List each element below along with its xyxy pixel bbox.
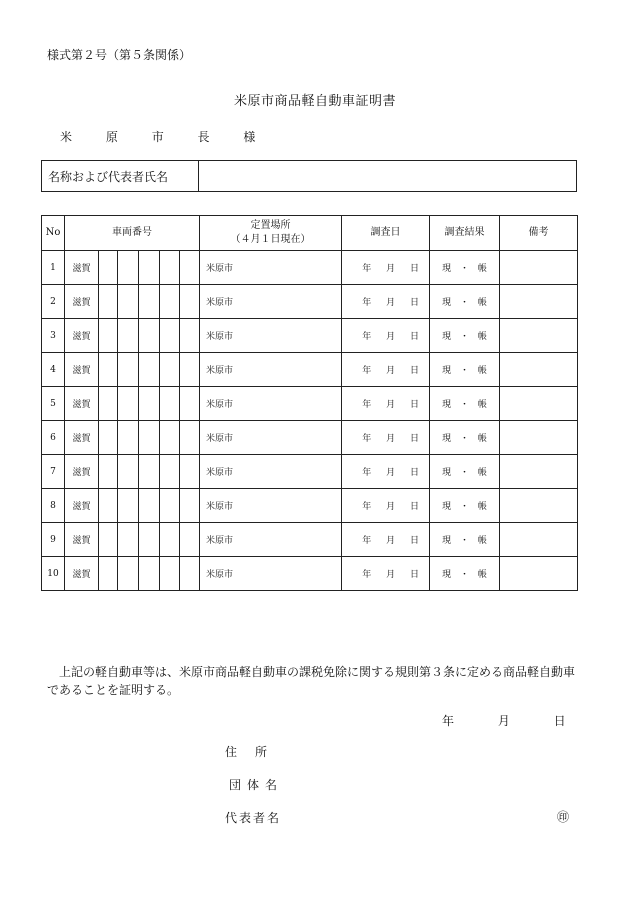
- remarks-cell[interactable]: [500, 251, 578, 285]
- name-representative-field[interactable]: [199, 161, 576, 191]
- plate-prefix: 滋賀: [65, 285, 99, 319]
- plate-box[interactable]: [160, 523, 180, 557]
- location-cell[interactable]: 米原市: [200, 523, 342, 557]
- col-header-survey-date: 調査日: [342, 216, 430, 251]
- addressee-char: 市: [151, 130, 164, 144]
- survey-result-cell[interactable]: 現 ・ 帳: [430, 319, 500, 353]
- plate-prefix: 滋賀: [65, 455, 99, 489]
- plate-box[interactable]: [160, 285, 180, 319]
- location-cell[interactable]: 米原市: [200, 557, 342, 591]
- remarks-cell[interactable]: [500, 421, 578, 455]
- plate-box[interactable]: [180, 319, 200, 353]
- location-cell[interactable]: 米原市: [200, 387, 342, 421]
- table-row: [42, 557, 578, 591]
- row-no: 3: [42, 319, 65, 353]
- plate-box[interactable]: [99, 285, 118, 319]
- location-cell[interactable]: 米原市: [200, 319, 342, 353]
- plate-box[interactable]: [139, 557, 160, 591]
- survey-result-cell[interactable]: 現 ・ 帳: [430, 285, 500, 319]
- plate-box[interactable]: [99, 523, 118, 557]
- row-no: 6: [42, 421, 65, 455]
- plate-box[interactable]: [99, 251, 118, 285]
- seal-mark: ㊞: [557, 810, 570, 824]
- survey-date-cell[interactable]: 年 月 日: [342, 319, 430, 353]
- survey-result-cell[interactable]: 現 ・ 帳: [430, 523, 500, 557]
- table-row: [42, 455, 578, 489]
- row-no: 1: [42, 251, 65, 285]
- row-no: 8: [42, 489, 65, 523]
- plate-box[interactable]: [139, 489, 160, 523]
- address-label: 住所: [225, 745, 286, 759]
- location-header-line2: （４月１日現在）: [230, 234, 311, 245]
- addressee: [60, 128, 269, 145]
- document-title: 米原市商品軽自動車証明書: [233, 94, 396, 109]
- plate-box[interactable]: [139, 251, 160, 285]
- row-no: 4: [42, 353, 65, 387]
- survey-result-cell[interactable]: 現 ・ 帳: [430, 387, 500, 421]
- plate-prefix: 滋賀: [65, 251, 99, 285]
- plate-box[interactable]: [99, 421, 118, 455]
- plate-prefix: 滋賀: [65, 489, 99, 523]
- plate-prefix: 滋賀: [65, 353, 99, 387]
- representative-label: 代表者名: [225, 811, 282, 825]
- plate-box[interactable]: [99, 557, 118, 591]
- table-row: [42, 387, 578, 421]
- survey-date-cell[interactable]: 年 月 日: [342, 523, 430, 557]
- location-cell[interactable]: 米原市: [200, 455, 342, 489]
- plate-box[interactable]: [160, 353, 180, 387]
- location-cell[interactable]: 米原市: [200, 251, 342, 285]
- remarks-cell[interactable]: [500, 489, 578, 523]
- table-header-row: [42, 216, 578, 251]
- col-header-location: [200, 216, 342, 251]
- certification-date: 年 月 日: [442, 714, 566, 728]
- survey-date-cell[interactable]: 年 月 日: [342, 387, 430, 421]
- name-representative-label: 名称および代表者氏名: [42, 161, 199, 191]
- plate-box[interactable]: [180, 251, 200, 285]
- survey-date-cell[interactable]: 年 月 日: [342, 557, 430, 591]
- remarks-cell[interactable]: [500, 455, 578, 489]
- plate-box[interactable]: [118, 319, 139, 353]
- organization-label: 団体名: [229, 778, 284, 792]
- plate-box[interactable]: [118, 455, 139, 489]
- table-row: [42, 285, 578, 319]
- plate-box[interactable]: [118, 523, 139, 557]
- plate-box[interactable]: [118, 421, 139, 455]
- row-no: 9: [42, 523, 65, 557]
- plate-box[interactable]: [160, 557, 180, 591]
- plate-box[interactable]: [139, 387, 160, 421]
- plate-box[interactable]: [180, 421, 200, 455]
- plate-box[interactable]: [118, 285, 139, 319]
- plate-box[interactable]: [180, 523, 200, 557]
- location-header-line1: 定置場所: [250, 220, 291, 231]
- col-header-no: No: [42, 216, 65, 251]
- plate-box[interactable]: [180, 285, 200, 319]
- plate-box[interactable]: [139, 285, 160, 319]
- plate-box[interactable]: [118, 489, 139, 523]
- survey-result-cell[interactable]: 現 ・ 帳: [430, 353, 500, 387]
- remarks-cell[interactable]: [500, 387, 578, 421]
- row-no: 10: [42, 557, 65, 591]
- plate-box[interactable]: [99, 353, 118, 387]
- plate-box[interactable]: [139, 455, 160, 489]
- plate-box[interactable]: [180, 387, 200, 421]
- survey-date-cell[interactable]: 年 月 日: [342, 489, 430, 523]
- addressee-char: 様: [243, 130, 256, 144]
- plate-box[interactable]: [160, 251, 180, 285]
- plate-box[interactable]: [160, 421, 180, 455]
- survey-date-cell[interactable]: 年 月 日: [342, 251, 430, 285]
- plate-box[interactable]: [99, 387, 118, 421]
- survey-result-cell[interactable]: 現 ・ 帳: [430, 421, 500, 455]
- remarks-cell[interactable]: [500, 353, 578, 387]
- row-no: 2: [42, 285, 65, 319]
- table-row: [42, 421, 578, 455]
- survey-date-cell[interactable]: 年 月 日: [342, 285, 430, 319]
- survey-result-cell[interactable]: 現 ・ 帳: [430, 557, 500, 591]
- location-cell[interactable]: 米原市: [200, 285, 342, 319]
- plate-prefix: 滋賀: [65, 387, 99, 421]
- remarks-cell[interactable]: [500, 523, 578, 557]
- plate-box[interactable]: [180, 455, 200, 489]
- plate-box[interactable]: [139, 523, 160, 557]
- survey-result-cell[interactable]: 現 ・ 帳: [430, 489, 500, 523]
- survey-result-cell[interactable]: 現 ・ 帳: [430, 455, 500, 489]
- certification-statement: 上記の軽自動車等は、米原市商品軽自動車の課税免除に関する規則第３条に定める商品軽自動車であることを証明する。: [47, 665, 576, 697]
- row-no: 7: [42, 455, 65, 489]
- plate-box[interactable]: [180, 353, 200, 387]
- plate-box[interactable]: [99, 455, 118, 489]
- remarks-cell[interactable]: [500, 557, 578, 591]
- table-row: [42, 523, 578, 557]
- location-cell[interactable]: 米原市: [200, 489, 342, 523]
- col-header-remarks: 備考: [500, 216, 578, 251]
- addressee-char: 米: [60, 130, 73, 144]
- col-header-vehicle-number: 車両番号: [65, 216, 200, 251]
- plate-box[interactable]: [139, 319, 160, 353]
- plate-box[interactable]: [160, 455, 180, 489]
- plate-prefix: 滋賀: [65, 523, 99, 557]
- plate-box[interactable]: [118, 387, 139, 421]
- location-cell[interactable]: 米原市: [200, 421, 342, 455]
- plate-box[interactable]: [139, 421, 160, 455]
- form-number: 様式第２号（第５条関係）: [47, 48, 192, 62]
- remarks-cell[interactable]: [500, 285, 578, 319]
- plate-box[interactable]: [118, 557, 139, 591]
- survey-date-cell[interactable]: 年 月 日: [342, 421, 430, 455]
- col-header-survey-result: 調査結果: [430, 216, 500, 251]
- plate-box[interactable]: [99, 319, 118, 353]
- plate-box[interactable]: [180, 557, 200, 591]
- survey-result-cell[interactable]: 現 ・ 帳: [430, 251, 500, 285]
- table-row: [42, 353, 578, 387]
- plate-prefix: 滋賀: [65, 557, 99, 591]
- row-no: 5: [42, 387, 65, 421]
- plate-box[interactable]: [180, 489, 200, 523]
- remarks-cell[interactable]: [500, 319, 578, 353]
- table-row: [42, 251, 578, 285]
- plate-box[interactable]: [118, 353, 139, 387]
- plate-box[interactable]: [99, 489, 118, 523]
- addressee-char: 原: [105, 130, 118, 144]
- plate-box[interactable]: [118, 251, 139, 285]
- table-row: [42, 319, 578, 353]
- plate-box[interactable]: [160, 387, 180, 421]
- plate-box[interactable]: [139, 353, 160, 387]
- plate-prefix: 滋賀: [65, 421, 99, 455]
- location-cell[interactable]: 米原市: [200, 353, 342, 387]
- addressee-char: 長: [197, 130, 210, 144]
- plate-box[interactable]: [160, 489, 180, 523]
- plate-box[interactable]: [160, 319, 180, 353]
- plate-prefix: 滋賀: [65, 319, 99, 353]
- table-row: [42, 489, 578, 523]
- name-representative-box: [41, 160, 577, 192]
- vehicle-table: [41, 215, 578, 591]
- survey-date-cell[interactable]: 年 月 日: [342, 455, 430, 489]
- survey-date-cell[interactable]: 年 月 日: [342, 353, 430, 387]
